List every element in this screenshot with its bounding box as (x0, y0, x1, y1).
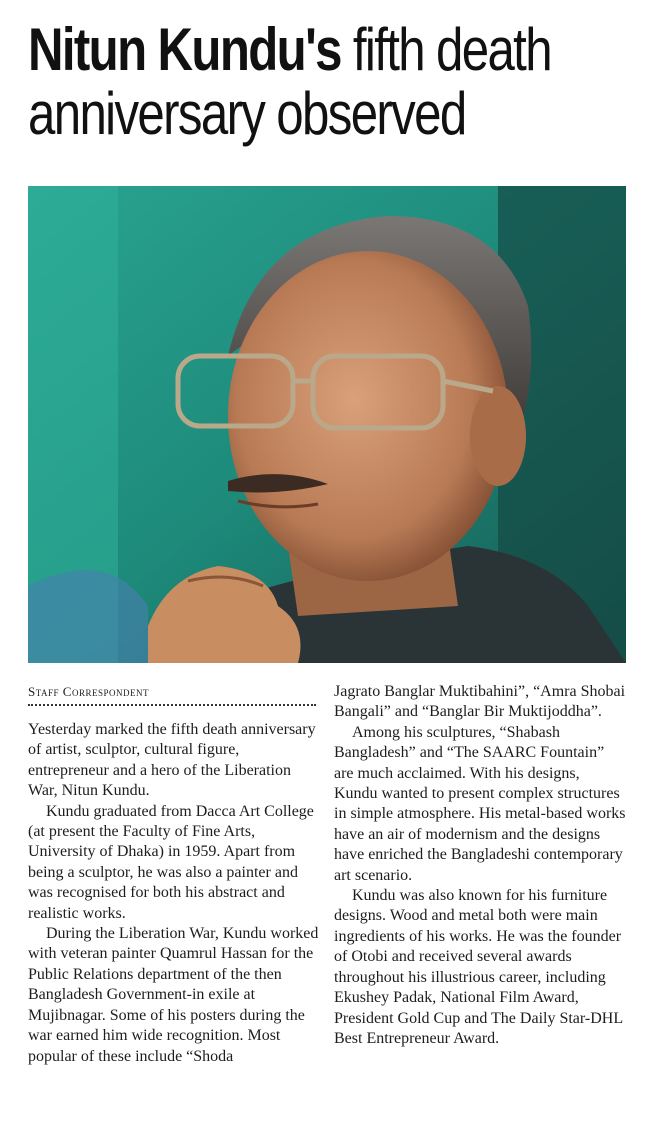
headline-line-2: anniversary observed (28, 80, 466, 147)
article-paragraph-5: Kundu was also known for his furniture designs. Wood and metal both were main ingredients of his works. He was the founder of Otobi and received several awards throughout his illustrious career, including Ekushey Padak, National Film Award, President Gold Cup and The Daily Star-DHL Best Entrepreneur Award. (334, 887, 623, 1047)
right-column (334, 682, 626, 1049)
article-paragraph-2: Kundu graduated from Dacca Art College (at present the Faculty of Fine Arts, University of Dhaka) in 1959. Apart from being a sculptor, he was also a painter and was recognised for both his abstract and realistic works. (28, 802, 314, 922)
left-column (28, 682, 320, 1067)
article-paragraph-3-continued: Jagrato Banglar Muktibahini”, “Amra Shobai Bangali” and “Banglar Bir Muktijoddha”. (334, 683, 626, 721)
dotted-divider (28, 704, 316, 706)
portrait-photo (28, 186, 626, 663)
article-paragraph-1: Yesterday marked the fifth death anniversary of artist, sculptor, cultural figure, entrepreneur and a hero of the Liberation War, Nitun Kundu. (28, 721, 316, 800)
headline-line-1 (28, 16, 551, 83)
byline: Staff Correspondent (28, 684, 149, 699)
headline-rest: fifth death (352, 16, 551, 83)
portrait-illustration (28, 186, 626, 663)
article-paragraph-4: Among his sculptures, “Shabash Bangladesh” and “The SAARC Fountain” are much acclaimed. With his designs, Kundu wanted to present complex structures in simple atmosphere. His metal-based works have an air of modernism and the designs have enriched the Bangladeshi contemporary art scenario. (334, 723, 626, 884)
headline (28, 16, 551, 147)
headline-name: Nitun Kundu's (28, 16, 341, 83)
article-paragraph-3: During the Liberation War, Kundu worked with veteran painter Quamrul Hassan for the Public Relations department of the then Bangladesh Government-in exile at Mujibnagar. Some of his posters during the war earned him wide recognition. Most popular of these include “Shoda (28, 925, 319, 1065)
